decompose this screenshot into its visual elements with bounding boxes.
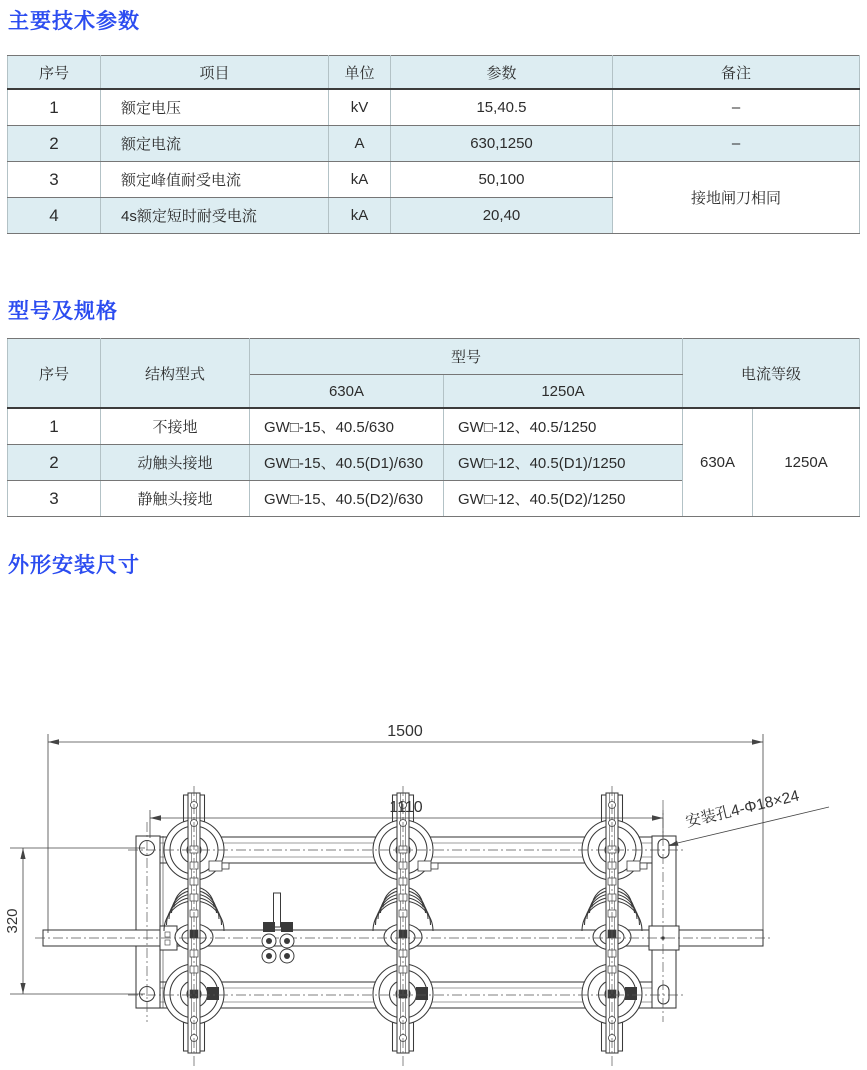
installation-drawing: [0, 680, 867, 1070]
cell-model-630: GW□-15、40.5(D1)/630: [250, 445, 444, 481]
operating-linkage: [262, 893, 294, 963]
table-row: [8, 89, 860, 126]
pole-3: [582, 793, 647, 1053]
cell-remark: –: [613, 126, 860, 162]
cell-no: 4: [8, 198, 101, 234]
col-header-item: 项目: [101, 56, 329, 90]
cell-structure: 静触头接地: [101, 481, 250, 517]
cell-value: 50,100: [391, 162, 613, 198]
pole-2: [373, 793, 438, 1053]
cell-model-1250: GW□-12、40.5(D1)/1250: [444, 445, 683, 481]
col-header-no: 序号: [8, 339, 101, 409]
cell-remark-merged: 接地闸刀相同: [613, 162, 860, 234]
cell-model-630: GW□-15、40.5/630: [250, 408, 444, 445]
col-header-unit: 单位: [329, 56, 391, 90]
cell-structure: 不接地: [101, 408, 250, 445]
left-mounting-plate: [136, 836, 163, 1008]
section-title-outline-dimensions: 外形安装尺寸: [8, 554, 140, 577]
cell-model-1250: GW□-12、40.5(D2)/1250: [444, 481, 683, 517]
cell-grade-1250: 1250A: [753, 408, 860, 517]
cell-model-1250: GW□-12、40.5/1250: [444, 408, 683, 445]
cell-no: 1: [8, 89, 101, 126]
cell-unit: A: [329, 126, 391, 162]
table-header-row: [8, 56, 860, 90]
cell-grade-630: 630A: [683, 408, 753, 517]
cell-value: 15,40.5: [391, 89, 613, 126]
cell-no: 2: [8, 126, 101, 162]
col-header-model-630: 630A: [250, 375, 444, 409]
cell-unit: kA: [329, 198, 391, 234]
cell-value: 20,40: [391, 198, 613, 234]
dim-height-label: 320: [4, 908, 21, 934]
table-header-row: [8, 339, 860, 375]
cell-item: 额定峰值耐受电流: [101, 162, 329, 198]
cell-unit: kV: [329, 89, 391, 126]
col-header-model: 型号: [250, 339, 683, 375]
cell-value: 630,1250: [391, 126, 613, 162]
cell-no: 3: [8, 162, 101, 198]
section-title-models-specs: 型号及规格: [8, 300, 118, 323]
cell-item: 额定电压: [101, 89, 329, 126]
cell-structure: 动触头接地: [101, 445, 250, 481]
cell-item: 额定电流: [101, 126, 329, 162]
table-row: [8, 408, 860, 445]
cell-item: 4s额定短时耐受电流: [101, 198, 329, 234]
dim-mounting-span-label: 1110: [389, 799, 423, 816]
mounting-hole-label: 安装孔4-Φ18×24: [683, 787, 801, 831]
technical-parameters-table: [7, 55, 860, 234]
col-header-no: 序号: [8, 56, 101, 90]
col-header-structure: 结构型式: [101, 339, 250, 409]
cell-unit: kA: [329, 162, 391, 198]
table-row: [8, 162, 860, 198]
col-header-current-grade: 电流等级: [683, 339, 860, 409]
cell-remark: –: [613, 89, 860, 126]
right-mounting-plate: [652, 836, 676, 1008]
dim-overall-width-label: 1500: [387, 723, 423, 740]
cell-no: 3: [8, 481, 101, 517]
cell-no: 1: [8, 408, 101, 445]
models-specs-table: [7, 338, 860, 517]
col-header-model-1250: 1250A: [444, 375, 683, 409]
table-row: [8, 126, 860, 162]
col-header-value: 参数: [391, 56, 613, 90]
pole-1: [164, 793, 229, 1053]
cell-model-630: GW□-15、40.5(D2)/630: [250, 481, 444, 517]
cell-no: 2: [8, 445, 101, 481]
section-title-technical-parameters: 主要技术参数: [8, 10, 140, 33]
col-header-remark: 备注: [613, 56, 860, 90]
